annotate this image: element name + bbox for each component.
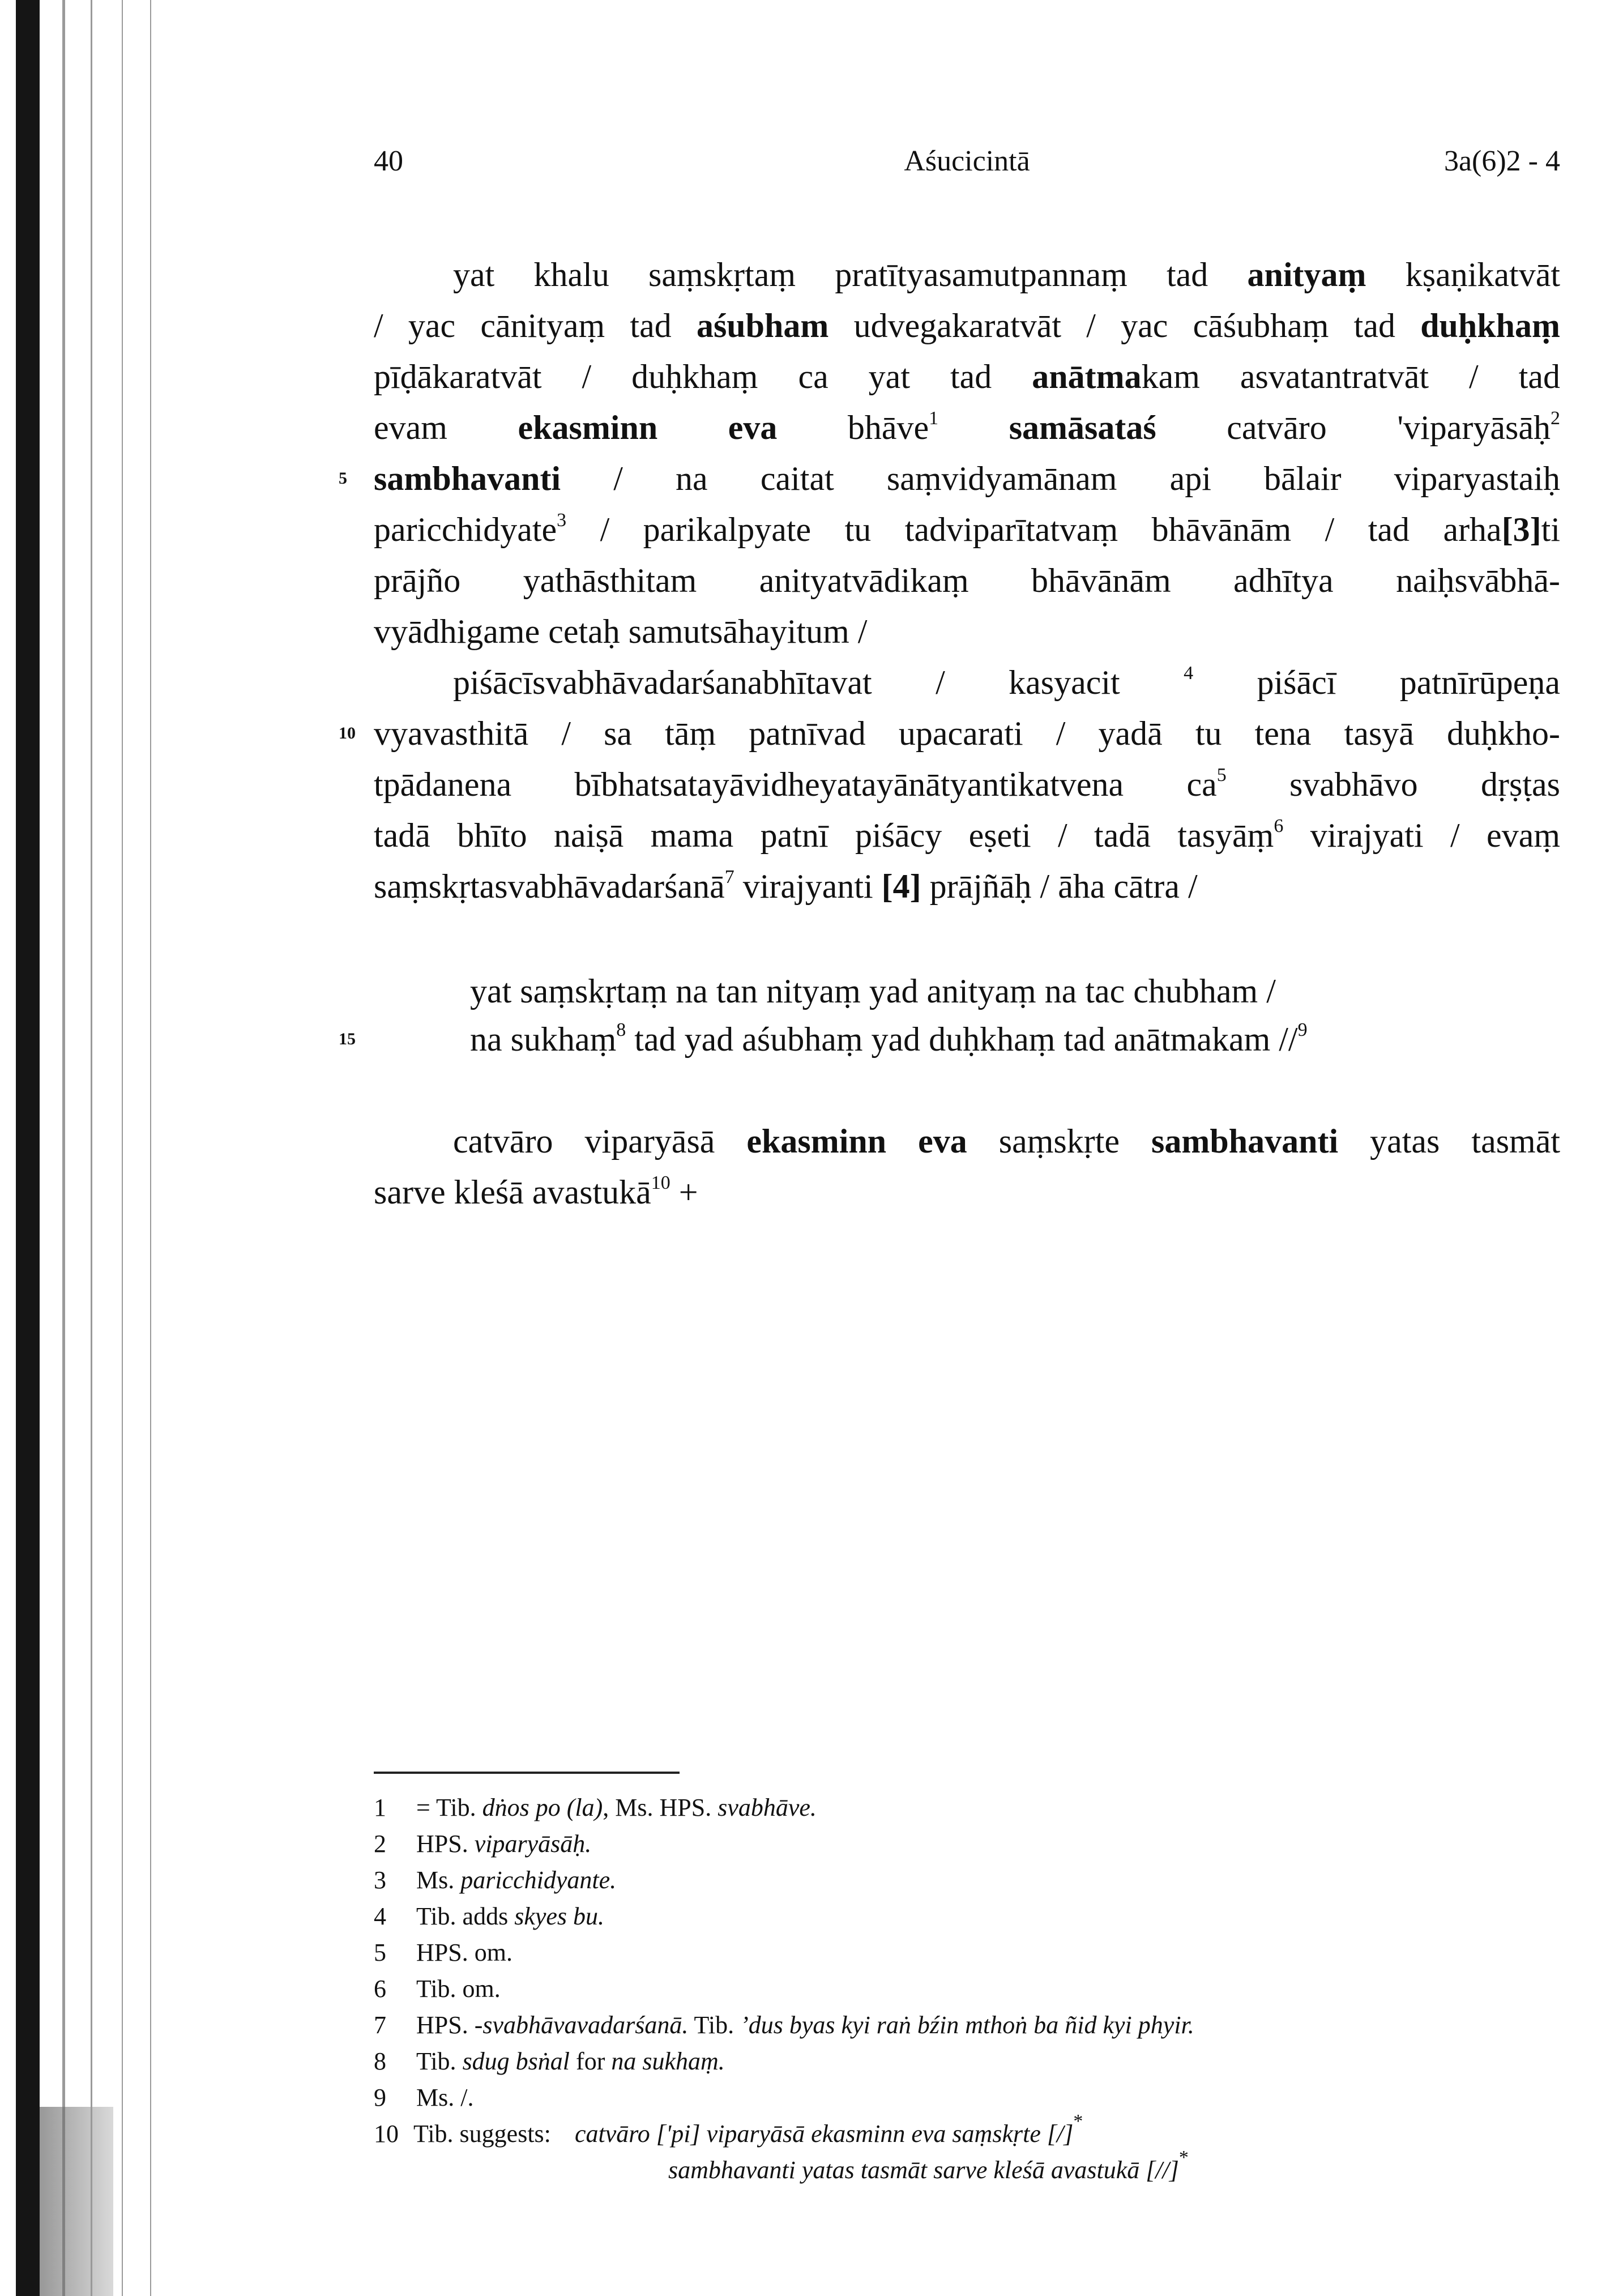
- text-line: pīḍākaratvāt / duḥkhaṃ ca yat tad anātmakam asvatantratvāt / tad: [374, 358, 1560, 395]
- footnote-ref: 10: [651, 1172, 670, 1193]
- footnote-ref: 2: [1551, 408, 1561, 429]
- text-line: / yac cānityaṃ tad aśubham udvegakaratvāt / yac cāśubhaṃ tad duḥkhaṃ: [374, 307, 1561, 344]
- text-line: catvāro viparyāsā ekasminn eva saṃskṛte sambhavanti yatas tasmāt: [453, 1123, 1561, 1160]
- footnote: 5 HPS. om.: [374, 1939, 512, 1966]
- text-line: vyādhigame cetaḥ samutsāhayitum /: [374, 613, 868, 650]
- folio-reference: 3a(6)2 - 4: [1443, 145, 1560, 177]
- footnote: 3 Ms. paricchidyante.: [374, 1866, 617, 1894]
- footnote: 2 HPS. viparyāsāḥ.: [374, 1830, 592, 1858]
- footnote: 10 Tib. suggests: catvāro ['pi] viparyāsā ekasminn eva saṃskṛte [/]*: [374, 2111, 1083, 2148]
- running-title: Aśucicintā: [904, 145, 1030, 177]
- footnote: 7 HPS. -svabhāvavadarśanā. Tib. ’dus byas kyi raṅ bźin mthoṅ ba ñid kyi phyir.: [374, 2011, 1194, 2039]
- footnote-ref: 8: [616, 1019, 626, 1040]
- footnote: 8 Tib. sdug bsṅal for na sukhaṃ.: [374, 2047, 725, 2075]
- text-line: evam ekasminn eva bhāve$^1$ samāsataś catvāro 'viparyāsāḥ$^2$: [374, 408, 1561, 446]
- text-line: tpādanena bībhatsatayāvidheyatayānātyantikatvena $ca^5$ svabhāvo dṛṣṭas: [374, 765, 1560, 803]
- footnote-divider: [374, 1772, 680, 1774]
- line-number: 10: [339, 724, 356, 742]
- text-line: piśācīsvabhāvadarśanabhītavat / kasyacit $^4$ piśācī patnīrūpeṇa: [453, 663, 1560, 701]
- footnote-continuation: sambhavanti yatas tasmāt sarve kleśā avastukā [//]*: [668, 2147, 1189, 2184]
- text-line: prājño yathāsthitam anityatvādikaṃ bhāvānām adhītya naiḥsvābhā-: [374, 562, 1560, 599]
- footnote-ref: 7: [724, 867, 734, 887]
- footnote: 4 Tib. adds skyes bu.: [374, 1902, 605, 1930]
- page-header: [374, 144, 1560, 190]
- text-line: sarve kleśā avastukā$^{10}$ +: [374, 1172, 698, 1211]
- text-line: yat khalu saṃskṛtaṃ pratītyasamutpannaṃ tad anityaṃ kṣaṇikatvāt: [453, 256, 1560, 293]
- footnote-ref: 6: [1274, 816, 1284, 837]
- footnote: 6 Tib. om.: [374, 1975, 501, 2003]
- page-number: 40: [374, 145, 403, 177]
- book-binding-shadow: [0, 0, 187, 2296]
- line-number: 5: [339, 469, 347, 488]
- footnote: 9 Ms. /.: [374, 2084, 474, 2111]
- footnote-ref: 1: [929, 408, 939, 429]
- text-line: paricchidyate$^3$ / parikalpyate tu tadviparītatvaṃ bhāvānām / tad arha[3]ti: [374, 510, 1560, 548]
- footnote-ref: 3: [557, 510, 567, 531]
- text-line: 5 sambhavanti / na caitat saṃvidyamānam api bālair viparyastaiḥ: [374, 453, 1560, 504]
- footnote-ref: 9: [1297, 1019, 1308, 1040]
- text-line: tadā bhīto naiṣā mama patnī piśācy eṣeti / tadā tasyāṃ$^6$ virajyati / evaṃ: [374, 816, 1560, 854]
- footnote: 1 = Tib. dṅos po (la), Ms. HPS. svabhāve.: [374, 1794, 817, 1821]
- text-line: saṃskṛtasvabhāvadarśanā$^7$ virajyanti [4] prājñāḥ / āha cātra /: [374, 867, 1198, 905]
- verse-line: yat saṃskṛtaṃ na tan nityaṃ yad anityaṃ na tac chubham /: [470, 972, 1276, 1010]
- footnote-ref: 5: [1216, 765, 1227, 786]
- line-number: 15: [339, 1030, 356, 1048]
- text-line: 10 vyavasthitā / sa tāṃ patnīvad upacarati / yadā tu tena tasyā duḥkho-: [374, 708, 1560, 759]
- footnote-ref: 4: [1184, 663, 1194, 684]
- verse-line: 15 na sukhaṃ$^8$ tad yad aśubhaṃ yad duḥkhaṃ tad anātmakam //$^9$: [470, 1014, 1560, 1065]
